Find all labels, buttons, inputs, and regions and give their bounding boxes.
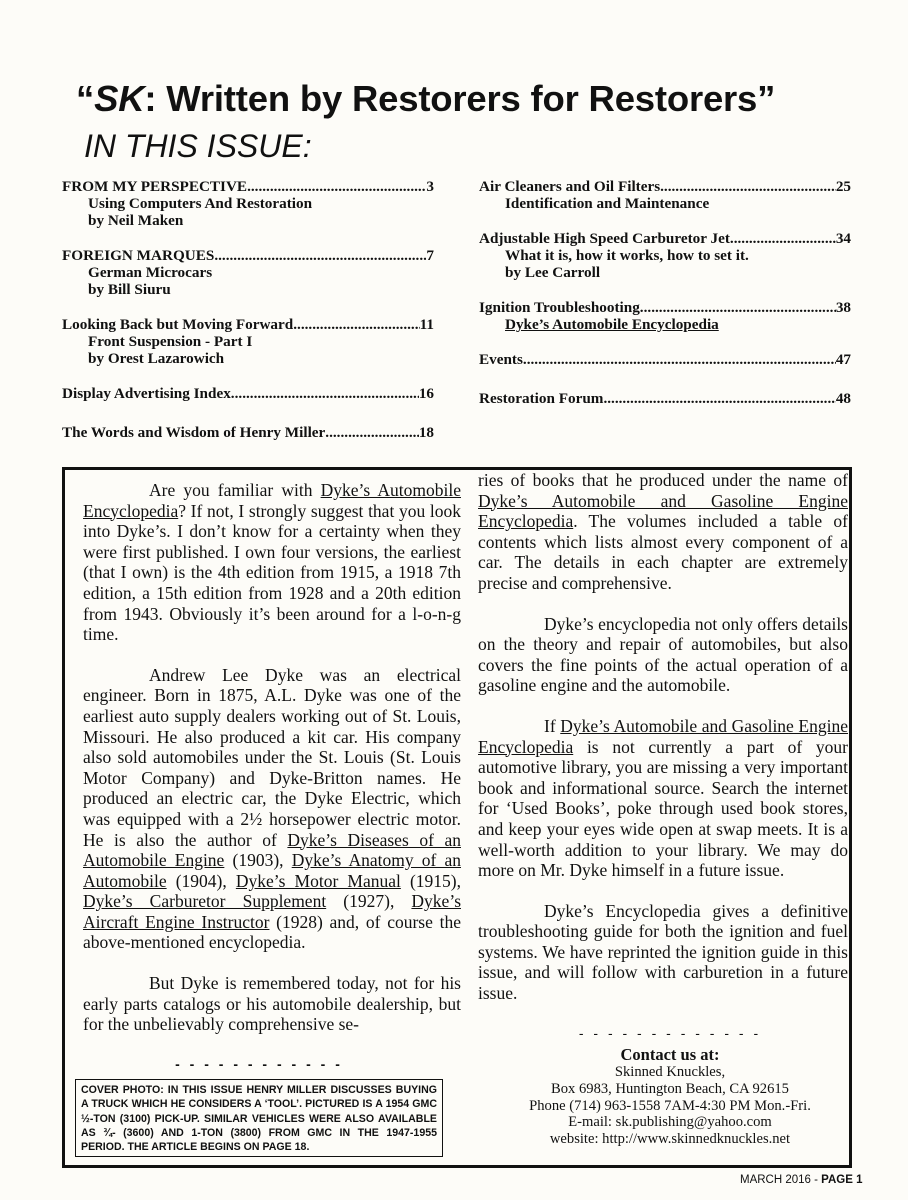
toc-leader-dots — [325, 424, 419, 441]
toc-entry-title: Display Advertising Index — [62, 385, 231, 402]
toc-entry-title: Looking Back but Moving Forward — [62, 316, 294, 333]
article-paragraph-3: But Dyke is remembered today, not for his early parts catalogs or his automobile dealership, but for the unbelievably comprehensive se- — [83, 973, 461, 1035]
article-paragraph-1: Are you familiar with Dyke’s Automobile Encyclopedia? If not, I strongly suggest that you look into Dyke’s. I don’t know for a certainty when they were first published. I own four versions, the earliest (that I own) is the 4th edition from 1915, a 1918 7th edition, a 15th edition from 1928 and a 20th edition from 1943. Obviously it’s been around for a l-o-n-g time. — [83, 480, 461, 645]
toc-entry-title-line — [62, 178, 434, 195]
toc-entry-subtitle: Identification and Maintenance — [505, 195, 710, 212]
toc-left-column — [62, 178, 434, 463]
toc-entry-subtitle: Front Suspension - Part I — [88, 333, 253, 350]
article-paragraph-2: Andrew Lee Dyke was an electrical engineer. Born in 1875, A.L. Dyke was one of the earliest auto supply dealers working out of St. Louis, Missouri. He also produced a kit car. His company also sold automobiles under the St. Louis (St. Louis Motor Company) and Dyke-Britton names. He produced an electric car, the Dyke Electric, which was equipped with a 2½ horsepower electric motor. He is also the author of Dyke’s Diseases of an Automobile Engine (1903), Dyke’s Anatomy of an Automobile (1904), Dyke’s Motor Manual (1915), Dyke’s Carburetor Supplement (1927), Dyke’s Aircraft Engine Instructor (1928) and, of course the above-mentioned encyclopedia. — [83, 664, 461, 953]
book-title-link: Dyke’s Automobile and Gasoline Engine Encyclopedia — [478, 715, 849, 757]
page-footer — [740, 1174, 863, 1186]
toc-entry-title: FROM MY PERSPECTIVE — [62, 178, 248, 195]
right-column-footer — [505, 1026, 835, 1148]
article-left-column — [83, 480, 461, 1055]
toc-page-number: 48 — [835, 390, 851, 407]
toc-entry-title-line — [62, 247, 434, 264]
toc-entry[interactable] — [479, 299, 851, 333]
book-title-link: Dyke’s Automobile Encyclopedia — [83, 480, 461, 521]
toc-leader-dots — [640, 299, 836, 316]
toc-entry-title-line — [479, 351, 851, 368]
book-title-link: Dyke’s Automobile and Gasoline Engine Encyclopedia — [478, 490, 848, 532]
article-paragraph-6: If Dyke’s Automobile and Gasoline Engine Encyclopedia is not currently a part of your automotive library, you are missing a very important book and informational source. Search the internet for ‘Used Books’, poke through used book stores, and keep your eyes wide open at swap meets. It is a well-worth addition to your library. We may do more on Mr. Dyke himself in a future issue. — [478, 715, 849, 881]
contact-website[interactable]: website: http://www.skinnedknuckles.net — [549, 1131, 791, 1148]
toc-entry-title: The Words and Wisdom of Henry Miller — [62, 424, 326, 441]
article-paragraph-5: Dyke’s encyclopedia not only offers details on the theory and repair of automobiles, but also covers the fine points of the actual operation of a gasoline engine and the automobile. — [478, 613, 848, 696]
book-title-link: Dyke’s Diseases of an Automobile Engine — [83, 829, 461, 871]
toc-entry-title-line — [479, 230, 851, 247]
toc-page-number: 47 — [835, 351, 851, 368]
toc-page-number: 3 — [426, 178, 434, 195]
toc-page-number: 16 — [418, 385, 434, 402]
toc-entry[interactable] — [62, 247, 434, 298]
toc-leader-dots — [603, 390, 835, 407]
right-dash-separator: - - - - - - - - - - - - - — [578, 1025, 762, 1041]
left-column-footer — [75, 1057, 443, 1157]
toc-entry[interactable] — [479, 390, 851, 407]
toc-leader-dots — [231, 385, 419, 402]
toc-leader-dots — [214, 247, 426, 264]
cover-photo-caption: COVER PHOTO: IN THIS ISSUE HENRY MILLER DISCUSSES BUYING A TRUCK WHICH HE CONSIDERS A ‘TOOL’. PICTURED IS A 1954 GMC ½-TON (3100) PICK-UP. SIMILAR VEHICLES WERE ALSO AVAILABLE AS ¾- (3600) AND 1-TON (3800) FROM GMC IN THE 1947-1955 PERIOD. THE ARTICLE BEGINS ON PAGE 18. — [75, 1079, 443, 1157]
toc-entry-subtitle: Using Computers And Restoration — [88, 195, 313, 212]
toc-entry-subtitle: German Microcars — [88, 264, 213, 281]
toc-entry-subtitle: What it is, how it works, how to set it. — [505, 247, 749, 264]
article-paragraph-4: ries of books that he produced under the name of Dyke’s Automobile and Gasoline Engine Encyclopedia. The volumes included a table of contents which lists almost every component of a car. The details in each chapter are extremely precise and comprehensive. — [478, 470, 848, 593]
article-right-column — [478, 470, 848, 1024]
toc-page-number: 18 — [418, 424, 434, 441]
toc-entry-title: Air Cleaners and Oil Filters — [479, 178, 661, 195]
book-title-link: Dyke’s Anatomy of an Automobile — [83, 850, 461, 891]
book-title-link: Dyke’s Motor Manual — [235, 870, 401, 891]
toc-entry-subtitle: by Neil Maken — [88, 212, 184, 229]
toc-page-number: 34 — [835, 230, 851, 247]
toc-page-number: 38 — [835, 299, 851, 316]
tagline-open-quote: “ — [76, 78, 95, 119]
contact-email[interactable]: E-mail: sk.publishing@yahoo.com — [568, 1114, 772, 1131]
toc-entry[interactable] — [479, 230, 851, 281]
left-dash-separator: - - - - - - - - - - - - — [175, 1056, 343, 1072]
toc-right-column — [479, 178, 851, 429]
toc-entry-title-line — [62, 424, 434, 441]
toc-entry-title-line — [62, 385, 434, 402]
toc-leader-dots — [523, 351, 836, 368]
toc-entry-title: Events — [479, 351, 523, 368]
toc-entry-title: FOREIGN MARQUES — [62, 247, 215, 264]
book-title-link: Dyke’s Carburetor Supplement — [83, 891, 327, 912]
contact-block — [505, 1046, 835, 1148]
toc-entry-title: Adjustable High Speed Carburetor Jet — [479, 230, 730, 247]
toc-entry-title-line — [62, 316, 434, 333]
toc-entry[interactable] — [62, 385, 434, 402]
toc-entry[interactable] — [62, 424, 434, 441]
toc-entry-title-line — [479, 178, 851, 195]
toc-leader-dots — [730, 230, 836, 247]
toc-entry-subtitle: Dyke’s Automobile Encyclopedia — [505, 316, 719, 333]
toc-entry[interactable] — [62, 178, 434, 229]
toc-entry[interactable] — [62, 316, 434, 367]
book-title-link: Dyke’s Aircraft Engine Instructor — [83, 891, 461, 932]
toc-leader-dots — [660, 178, 836, 195]
toc-entry-subtitle: by Lee Carroll — [505, 264, 601, 281]
toc-leader-dots — [247, 178, 426, 195]
contact-address: Box 6983, Huntington Beach, CA 92615 — [551, 1080, 789, 1097]
tagline-sk: SK — [94, 78, 145, 119]
toc-entry[interactable] — [479, 178, 851, 212]
in-this-issue-heading: IN THIS ISSUE: — [84, 128, 312, 164]
magazine-tagline — [76, 78, 856, 120]
tagline-rest: : Written by Restorers for Restorers” — [144, 78, 776, 119]
toc-entry[interactable] — [479, 351, 851, 368]
contact-heading: Contact us at: — [620, 1045, 720, 1064]
toc-entry-subtitle: by Bill Siuru — [88, 281, 171, 298]
issue-date: MARCH 2016 - — [740, 1174, 822, 1186]
toc-page-number: 11 — [419, 316, 434, 333]
article-paragraph-7: Dyke’s Encyclopedia gives a definitive troubleshooting guide for both the ignition and fuel systems. We have reprinted the ignition guide in this issue, and will follow with carburetion in a future issue. — [478, 900, 848, 1004]
page-number: PAGE 1 — [821, 1174, 863, 1186]
editorial-article-box — [62, 467, 852, 1168]
contact-name: Skinned Knuckles, — [614, 1064, 726, 1080]
toc-entry-title: Restoration Forum — [479, 390, 604, 407]
toc-entry-title: Ignition Troubleshooting — [479, 299, 640, 316]
toc-entry-subtitle: by Orest Lazarowich — [88, 350, 225, 367]
toc-entry-title-line — [479, 390, 851, 407]
toc-page-number: 25 — [835, 178, 851, 195]
toc-entry-title-line — [479, 299, 851, 316]
contact-phone: Phone (714) 963-1558 7AM-4:30 PM Mon.-Fri. — [529, 1097, 811, 1114]
toc-leader-dots — [293, 316, 419, 333]
toc-page-number: 7 — [426, 247, 434, 264]
